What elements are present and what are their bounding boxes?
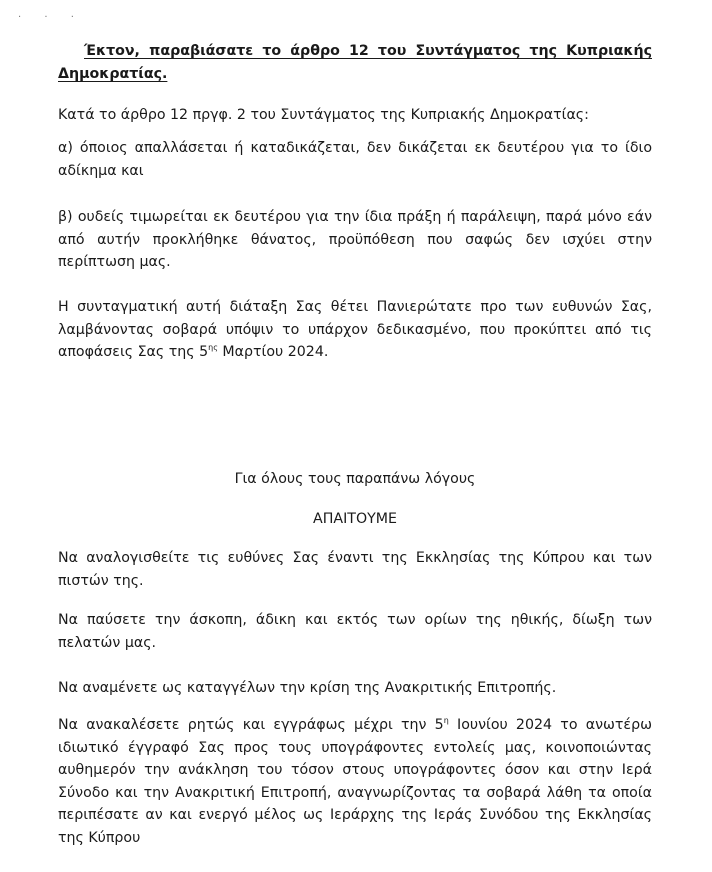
demand-title: ΑΠΑΙΤΟΥΜΕ bbox=[313, 511, 397, 527]
demand-3-paragraph: Να αναμένετε ως καταγγέλων την κρίση της Ανακριτικής Επιτροπής. bbox=[58, 680, 557, 696]
demand-1-paragraph: Να αναλογισθείτε τις ευθύνες Σας έναντι της Εκκλησίας της Κύπρου και των πιστών της. bbox=[58, 550, 652, 589]
constitution-text: Η συνταγματική αυτή διάταξη Σας θέτει Πανιερώτατε προ των ευθυνών Σας, λαμβάνοντας σοβαρά υπόψιν το υπάρχον δεδικασμένο, που προκύπτει από τις αποφάσεις Σας της 5 bbox=[58, 299, 652, 360]
ordinal-suffix: ης bbox=[208, 343, 218, 352]
scan-artifact: · · · bbox=[18, 12, 84, 23]
demand-4-paragraph bbox=[58, 714, 652, 849]
section-heading bbox=[58, 40, 652, 85]
section-heading-text: Έκτον, παραβιάσατε το άρθρο 12 του Συντάγματος της Κυπριακής Δημοκρατίας. bbox=[58, 43, 652, 82]
point-a-paragraph: α) όποιος απαλλάσεται ή καταδικάζεται, δεν δικάζεται εκ δευτέρου για το ίδιο αδίκημα και bbox=[58, 140, 652, 179]
intro-paragraph: Κατά το άρθρο 12 πργφ. 2 του Συντάγματος της Κυπριακής Δημοκρατίας: bbox=[58, 107, 589, 123]
constitution-tail: Μαρτίου 2024. bbox=[217, 344, 329, 360]
demand-4-pre: Να ανακαλέσετε ρητώς και εγγράφως μέχρι την 5 bbox=[58, 717, 444, 733]
demand-4-text: Ιουνίου 2024 το ανωτέρω ιδιωτικό έγγραφό Σας προς τους υπογράφοντες εντολείς μας, κοινοποιώντας αυθημερόν την ανάκληση του τόσον στους υπογράφοντες όσον και στην Ιερά Σύνοδο και την Ανακριτική Επιτροπή, αναγνωρίζοντας τα σοβαρά λάθη τα οποία περιπέσατε αν και ενεργό μέλος ως Ιεράρχης της Ιεράς Συνόδου της Εκκλησίας της Κύπρου bbox=[58, 717, 652, 846]
reasons-line: Για όλους τους παραπάνω λόγους bbox=[234, 471, 476, 487]
demand-2-paragraph: Να παύσετε την άσκοπη, άδικη και εκτός των ορίων της ηθικής, δίωξη των πελατών μας. bbox=[58, 612, 652, 651]
constitution-paragraph bbox=[58, 296, 652, 364]
ordinal-suffix: η bbox=[443, 716, 449, 725]
point-b-paragraph: β) ουδείς τιμωρείται εκ δευτέρου για την ίδια πράξη ή παράλειψη, παρά μόνο εάν από αυτήν προκλήθηκε θάνατος, προϋπόθεση που σαφώς δεν ισχύει στην περίπτωση μας. bbox=[58, 209, 652, 270]
